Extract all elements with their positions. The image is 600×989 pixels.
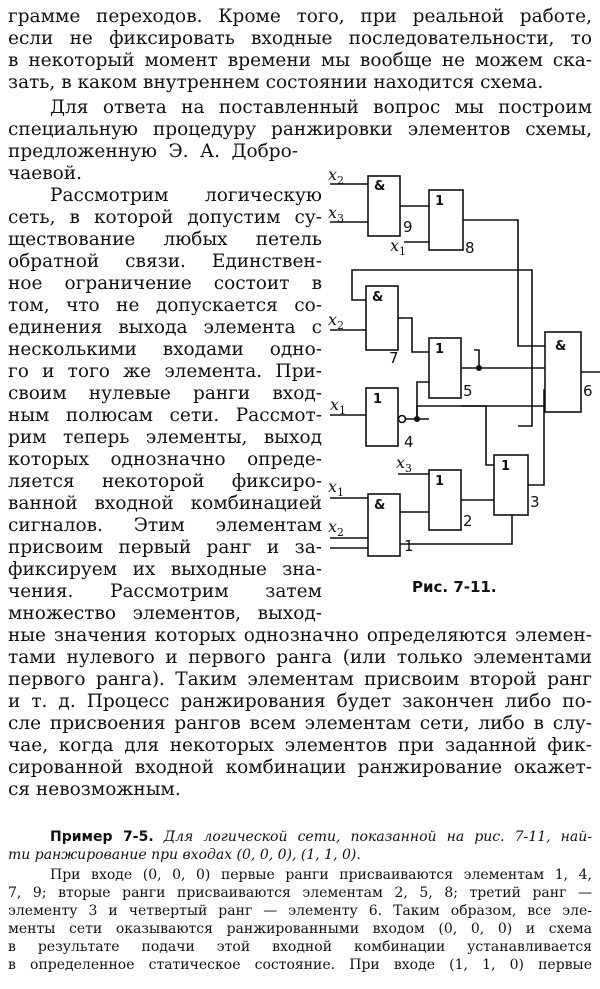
- text-line: грамме переходов. Кроме того, при реальной работе,: [8, 6, 592, 27]
- text-line: Для ответа на поставленный вопрос мы построим: [50, 97, 592, 118]
- gate-9-symbol: &: [374, 179, 386, 194]
- svg-text:x3: $x_3$: [328, 203, 345, 225]
- text-line: несколькими входами одно-: [8, 339, 322, 360]
- svg-text:x2: $x_2$: [328, 517, 345, 539]
- text-line: которых однозначно опреде-: [8, 449, 322, 470]
- figure-caption: Рис. 7-11.: [412, 578, 497, 596]
- gate-5-symbol: 1: [435, 342, 445, 357]
- text-line: предложенную Э. А. Добро-: [8, 141, 298, 162]
- text-line: ным полюсам сети. Рассмот-: [8, 405, 322, 426]
- text-line: в некоторый момент времени мы вообще не можем ска-: [8, 50, 592, 71]
- example-line: элементу 3 и четвертый ранг — элементу 6. Таким образом, все эле-: [8, 903, 592, 919]
- svg-text:x2: $x_2$: [328, 310, 345, 332]
- svg-text:x1: $x_1$: [328, 477, 345, 499]
- text-line: ное ограничение состоит в: [8, 273, 322, 294]
- gate-2: [429, 470, 461, 530]
- text-line: присвоим первый ранг и за-: [8, 537, 322, 558]
- gate-2-symbol: 1: [435, 474, 445, 489]
- text-line: Рассмотрим логическую: [50, 185, 322, 206]
- text-line: фиксируем их выходные зна-: [8, 559, 322, 580]
- text-line: сеть, в которой допустим су-: [8, 207, 322, 228]
- text-line: чения. Рассмотрим затем: [8, 581, 322, 602]
- example-text: ти ранжирование при входах (0, 0, 0), (1, 1, 0).: [8, 847, 361, 863]
- example-line: в результате подачи этой входной комбинации устанавливается: [8, 939, 592, 955]
- text-line: и т. д. Процесс ранжирования будет закончен либо по-: [8, 691, 592, 712]
- text-line: ляется некоторой фиксиро-: [8, 471, 322, 492]
- gate-4-symbol: 1: [373, 392, 383, 407]
- text-line: специальную процедуру ранжировки элементов схемы,: [8, 119, 592, 140]
- gate-3: [494, 455, 528, 515]
- text-line: ванной входной комбинацией: [8, 493, 322, 514]
- example-line: При входе (0, 0, 0) первые ранги присваиваются элементам 1, 4,: [50, 867, 592, 883]
- gate-6-number: 6: [583, 382, 593, 400]
- gate-8-number: 8: [465, 239, 475, 257]
- text-line: го и того же элемента. При-: [8, 361, 322, 382]
- example-line: менты сети оказываются ранжированными входом (0, 0, 0) и схема: [8, 921, 592, 937]
- text-line: если не фиксировать входные последовательности, то: [8, 28, 592, 49]
- gate-3-number: 3: [530, 493, 540, 511]
- example-text: Для логической сети, показанной на рис. 7-11, най-: [163, 829, 592, 845]
- text-line: рим теперь элементы, выход: [8, 427, 322, 448]
- text-line: сле присвоения рангов всем элементам сети, либо в слу-: [8, 713, 592, 734]
- svg-text:x1: $x_1$: [390, 236, 407, 258]
- text-line: ществование любых петель: [8, 229, 322, 250]
- gate-9-number: 9: [403, 218, 413, 236]
- gate-2-number: 2: [463, 512, 473, 530]
- text-line: чаевой.: [8, 163, 82, 184]
- example-heading: [50, 828, 592, 846]
- gate-3-symbol: 1: [501, 459, 511, 474]
- gate-4-inverter: [399, 416, 406, 423]
- svg-text:x1: $x_1$: [330, 395, 347, 417]
- gate-5-number: 5: [463, 382, 473, 400]
- text-line: множество элементов, выход-: [8, 603, 322, 624]
- gate-7-number: 7: [389, 349, 399, 367]
- text-line: ные значения которых однозначно определяются элемен-: [8, 625, 592, 646]
- svg-text:x3: $x_3$: [396, 453, 413, 475]
- example-line: в определенное статическое состояние. При входе (1, 1, 0) первые: [8, 957, 592, 973]
- gate-1-number: 1: [404, 537, 414, 555]
- gate-6-symbol: &: [555, 339, 567, 354]
- text-line: первого ранга). Таким элементам присвоим второй ранг: [8, 669, 592, 690]
- text-line: сигналов. Этим элементам: [8, 515, 322, 536]
- text-line: обратной связи. Единствен-: [8, 251, 322, 272]
- text-line: ся невозможным.: [8, 779, 181, 800]
- logic-network-diagram: [322, 160, 600, 570]
- gate-1-symbol: &: [374, 498, 386, 513]
- text-line: единения выхода элемента с: [8, 317, 322, 338]
- example-label: Пример 7-5.: [50, 829, 154, 845]
- text-line: чае, когда для некоторых элементов при заданной фик-: [8, 735, 592, 756]
- gate-5: [429, 338, 461, 398]
- text-line: тами нулевого и первого ранга (или только элементами: [8, 647, 592, 668]
- example-line: 7, 9; вторые ранги присваиваются элементам 2, 5, 8; третий ранг —: [8, 885, 592, 901]
- text-line: своим нулевые ранги вход-: [8, 383, 322, 404]
- gate-7-symbol: &: [372, 290, 384, 305]
- svg-text:x2: $x_2$: [328, 165, 345, 187]
- gate-4-number: 4: [404, 433, 414, 451]
- gate-8-symbol: 1: [435, 194, 445, 209]
- text-line: сированной входной комбинации ранжирование окажет-: [8, 757, 592, 778]
- text-line: зать, в каком внутреннем состоянии находится схема.: [8, 72, 544, 93]
- text-line: том, что не допускается со-: [8, 295, 322, 316]
